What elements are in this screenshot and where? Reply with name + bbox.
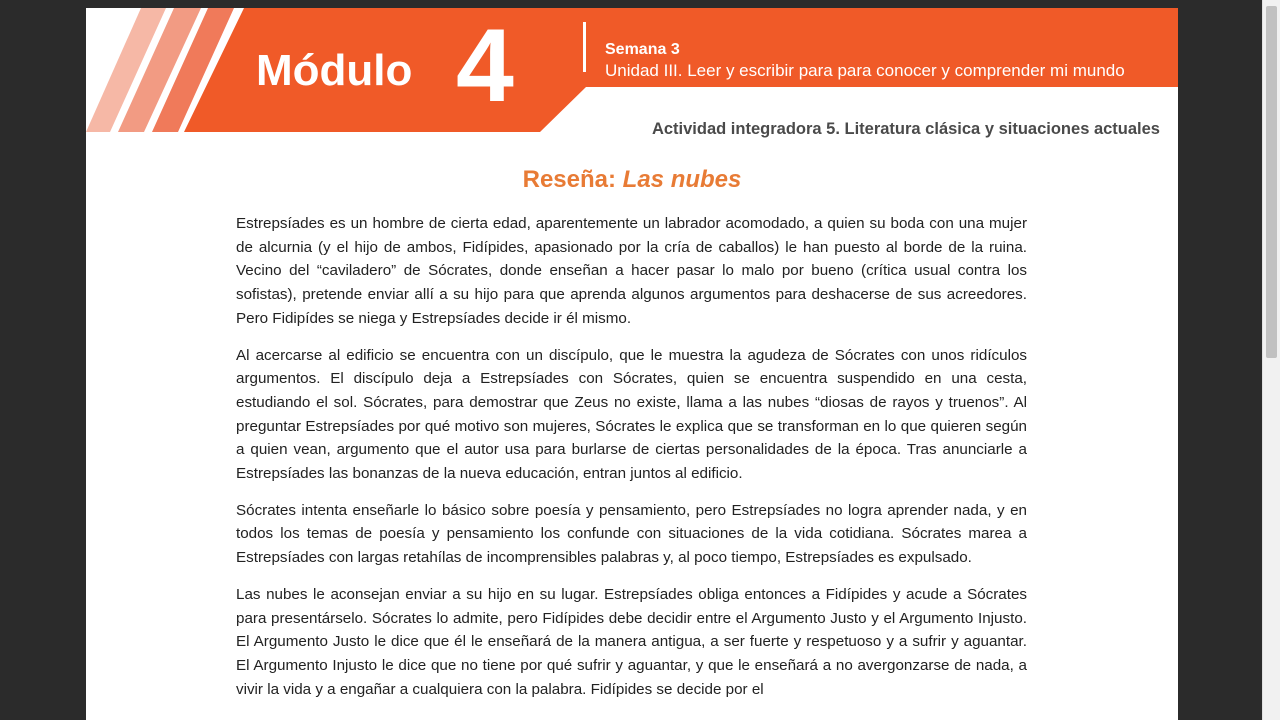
unit-label: Unidad III. Leer y escribir para para conocer y comprender mi mundo xyxy=(605,61,1125,80)
vertical-scrollbar[interactable] xyxy=(1262,0,1280,720)
review-title xyxy=(86,166,1178,194)
paragraph: Al acercarse al edificio se encuentra con un discípulo, que le muestra la agudeza de Sócrates con unos ridículos argumentos. El discípulo deja a Estrepsíades con Sócrates, quien se encuentra suspendido en una cesta, estudiando el sol. Sócrates, para demostrar que Zeus no existe, llama a las nubes “diosas de rayos y truenos”. Al preguntar Estrepsíades por qué motivo son mujeres, Sócrates le explica que se transforman en lo que quieren según a quien vean, argumento que el autor usa para burlarse de ciertas personalidades de la época. Tras anunciarle a Estrepsíades las bonanzas de la nueva educación, entran juntos al edificio. xyxy=(236,346,1027,483)
review-title-prefix: Reseña: xyxy=(522,166,623,193)
scrollbar-thumb[interactable] xyxy=(1266,6,1277,358)
paragraph: Sócrates intenta enseñarle lo básico sobre poesía y pensamiento, pero Estrepsíades no logra aprender nada, y en todos los temas de poesía y pensamiento los confunde con situaciones de la vida cotidiana. Sócrates marea a Estrepsíades con largas retahílas de incomprensibles palabras y, al poco tiempo, Estrepsíades es expulsado. xyxy=(236,501,1027,567)
activity-title: Actividad integradora 5. Literatura clásica y situaciones actuales xyxy=(651,120,1160,138)
review-body xyxy=(236,212,1027,714)
header-divider xyxy=(583,22,586,72)
week-label: Semana 3 xyxy=(605,41,680,58)
paragraph: Estrepsíades es un hombre de cierta edad, aparentemente un labrador acomodado, a quien su boda con una mujer de alcurnia (y el hijo de ambos, Fidípides, apasionado por la cría de caballos) le han puesto al borde de la ruina. Vecino del “caviladero” de Sócrates, donde enseñan a hacer pasar lo malo por bueno (crítica usual contra los sofistas), pretende enviar allí a su hijo para que aprenda algunos argumentos para deshacerse de sus acreedores. Pero Fidipídes se niega y Estrepsíades decide ir él mismo. xyxy=(236,215,1027,327)
paragraph: Las nubes le aconsejan enviar a su hijo en su lugar. Estrepsíades obliga entonces a Fidípides y acude a Sócrates para presentárselo. Sócrates lo admite, pero Fidípides debe decidir entre el Argumento Justo y el Argumento Injusto. El Argumento Justo le dice que él le enseñará de la manera antigua, a ser fuerte y respetuoso y a sufrir y aguantar. El Argumento Injusto le dice que no tiene por qué sufrir y aguantar, y que le enseñará a no avergonzarse de nada, a vivir la vida y a engañar a cualquiera con la palabra. Fidípides se decide por el xyxy=(236,585,1027,698)
review-title-italic: Las nubes xyxy=(622,166,742,193)
document-page xyxy=(86,8,1178,720)
module-number: 4 xyxy=(456,8,514,124)
module-label: Módulo xyxy=(256,46,413,95)
